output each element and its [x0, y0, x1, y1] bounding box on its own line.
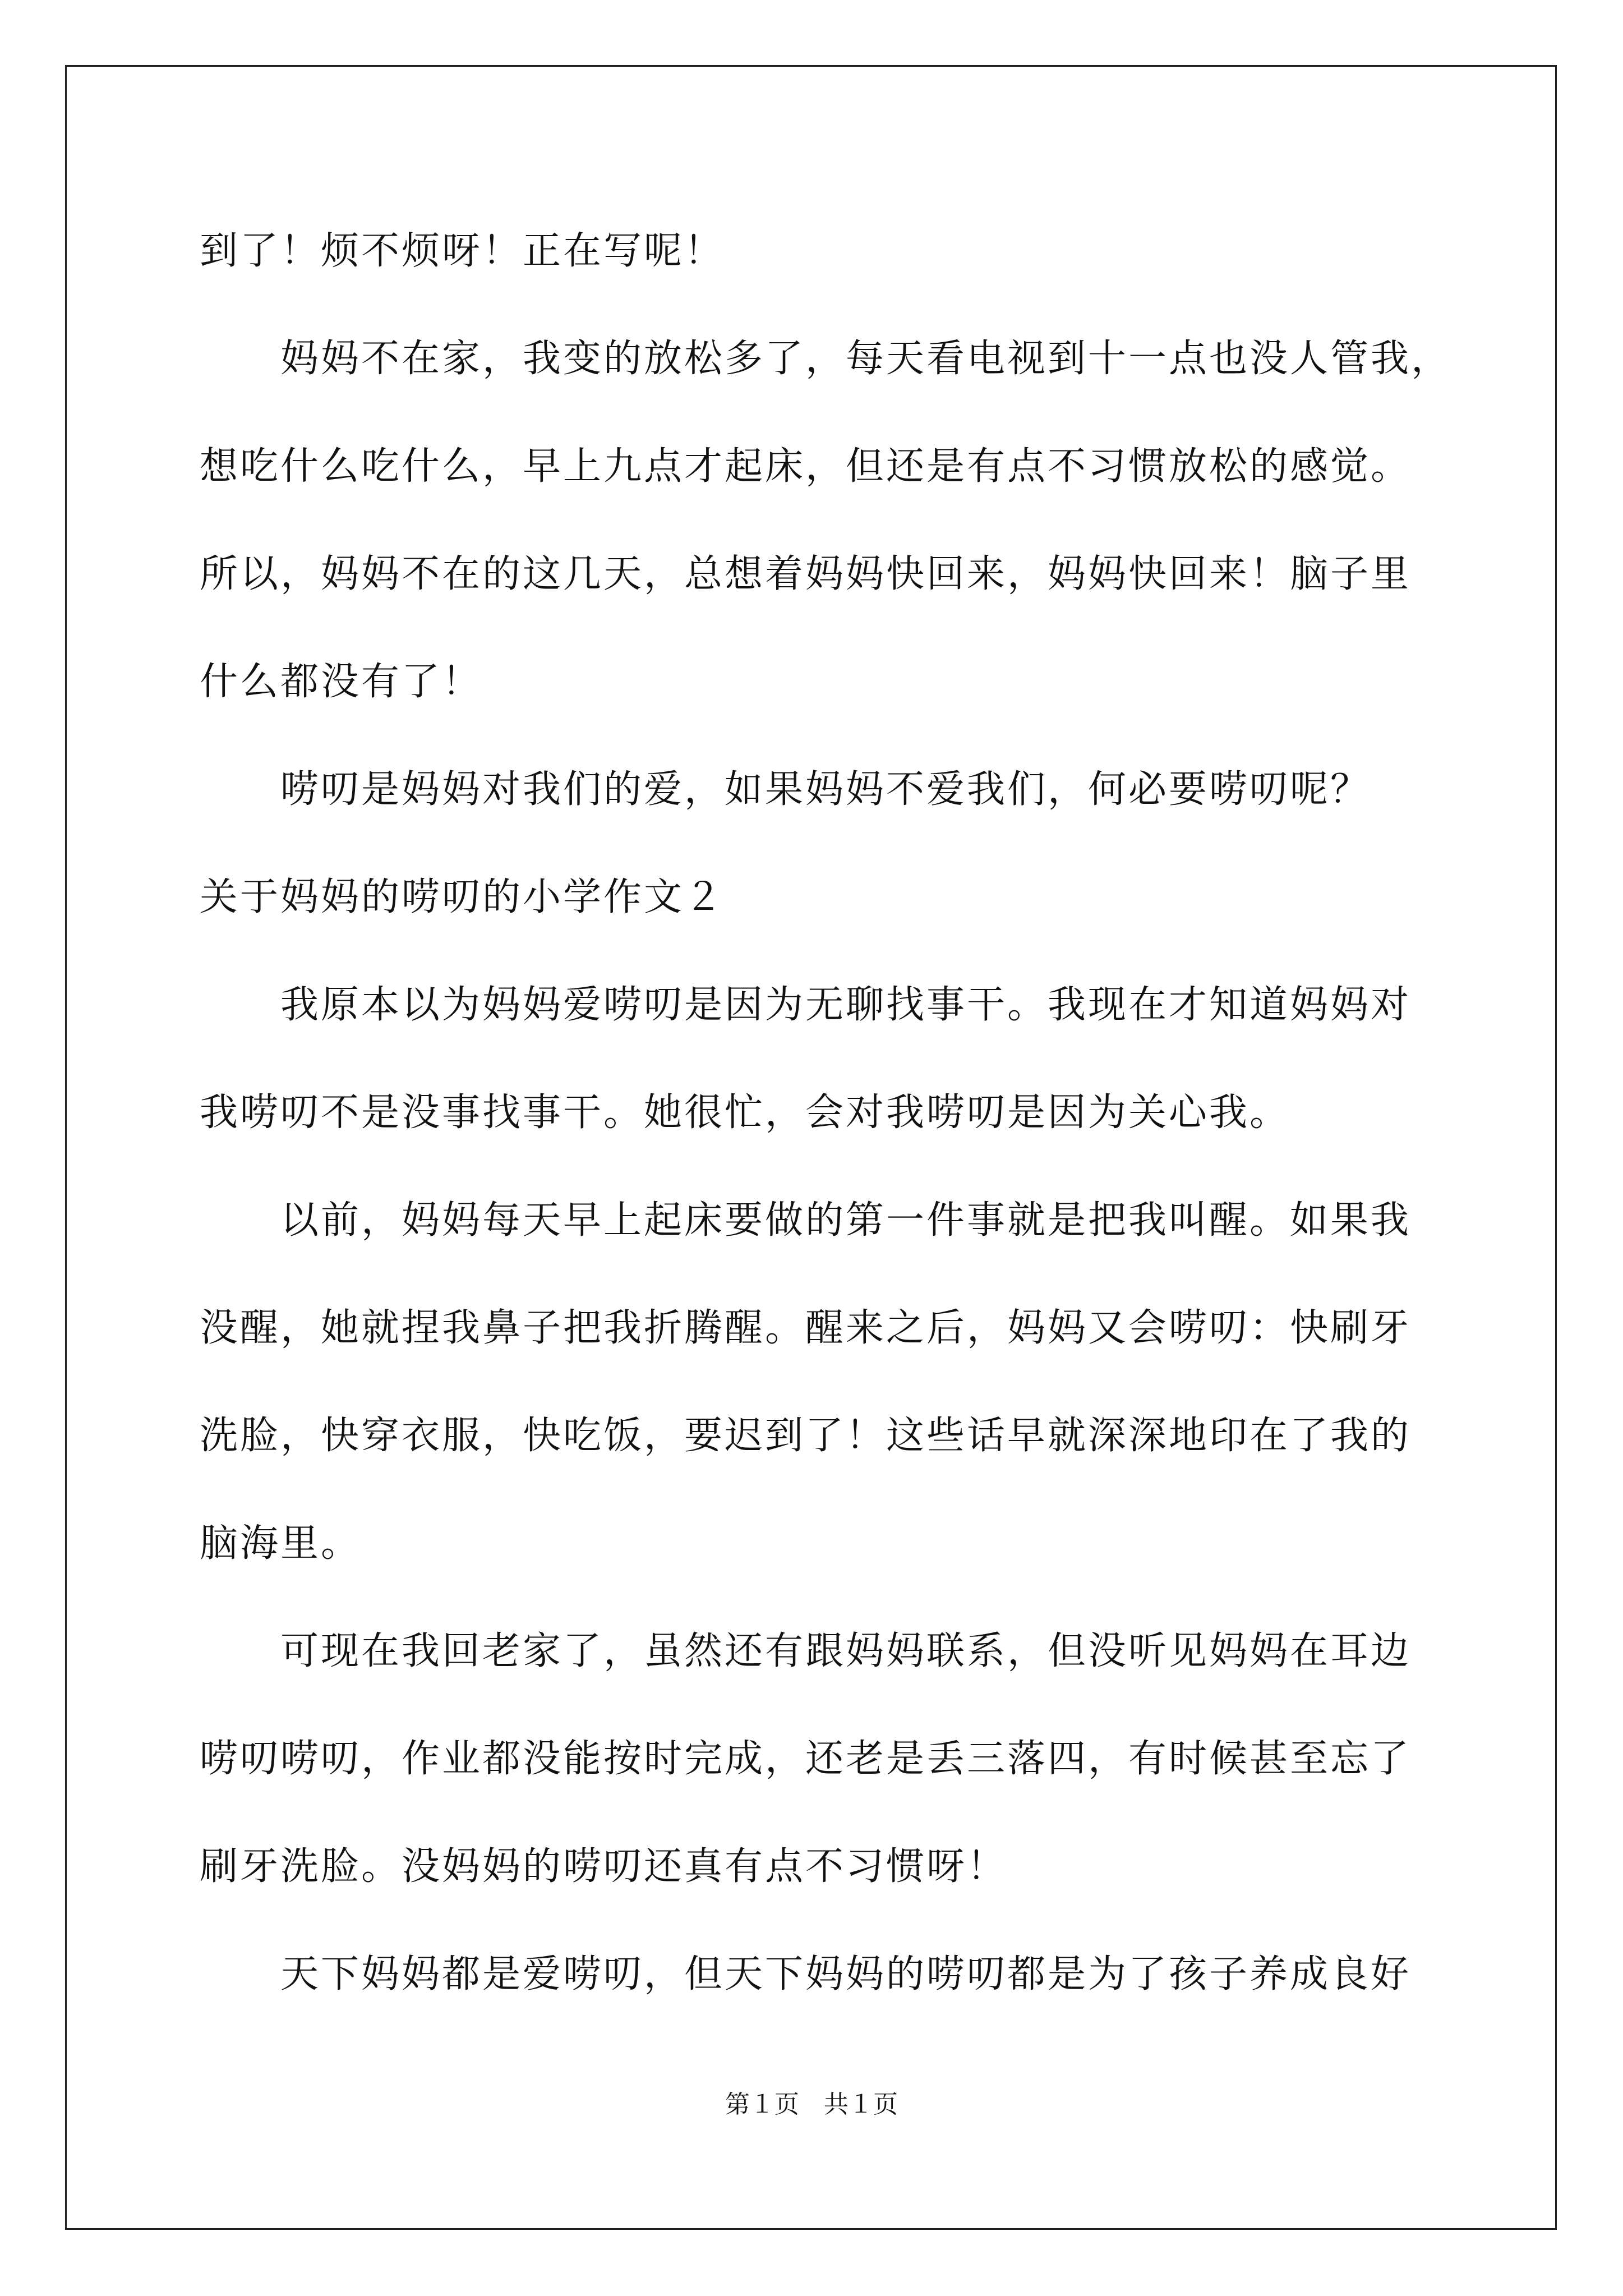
page-frame — [65, 65, 1557, 2230]
text-line: 想吃什么吃什么，早上九点才起床，但还是有点不习惯放松的感觉。 — [200, 444, 1412, 489]
text-line: 没醒，她就捏我鼻子把我折腾醒。醒来之后，妈妈又会唠叨：快刷牙 — [200, 1306, 1412, 1350]
paragraph-start-line: 妈妈不在家，我变的放松多了，每天看电视到十一点也没人管我， — [280, 337, 1452, 381]
paragraph-start-line: 唠叨是妈妈对我们的爱，如果妈妈不爱我们，何必要唠叨呢？ — [280, 767, 1371, 812]
text-line: 刷牙洗脸。没妈妈的唠叨还真有点不习惯呀！ — [200, 1844, 1008, 1889]
text-line: 所以，妈妈不在的这几天，总想着妈妈快回来，妈妈快回来！脑子里 — [200, 552, 1412, 596]
page-number-footer: 第１页 共１页 — [725, 2090, 898, 2119]
paragraph-start-line: 以前，妈妈每天早上起床要做的第一件事就是把我叫醒。如果我 — [280, 1198, 1412, 1243]
paragraph-start-line: 可现在我回老家了，虽然还有跟妈妈联系，但没听见妈妈在耳边 — [280, 1629, 1412, 1673]
text-line: 脑海里。 — [200, 1521, 362, 1566]
text-line: 唠叨唠叨，作业都没能按时完成，还老是丢三落四，有时候甚至忘了 — [200, 1737, 1412, 1781]
text-line: 到了！烦不烦呀！正在写呢！ — [200, 229, 725, 273]
paragraph-start-line: 我原本以为妈妈爱唠叨是因为无聊找事干。我现在才知道妈妈对 — [280, 983, 1412, 1027]
text-line: 我唠叨不是没事找事干。她很忙，会对我唠叨是因为关心我。 — [200, 1091, 1290, 1135]
paragraph-start-line: 天下妈妈都是爱唠叨，但天下妈妈的唠叨都是为了孩子养成良好 — [280, 1952, 1412, 1996]
text-line: 什么都没有了！ — [200, 660, 483, 704]
text-line: 洗脸，快穿衣服，快吃饭，要迟到了！这些话早就深深地印在了我的 — [200, 1414, 1412, 1458]
section-heading: 关于妈妈的唠叨的小学作文２ — [200, 875, 725, 919]
